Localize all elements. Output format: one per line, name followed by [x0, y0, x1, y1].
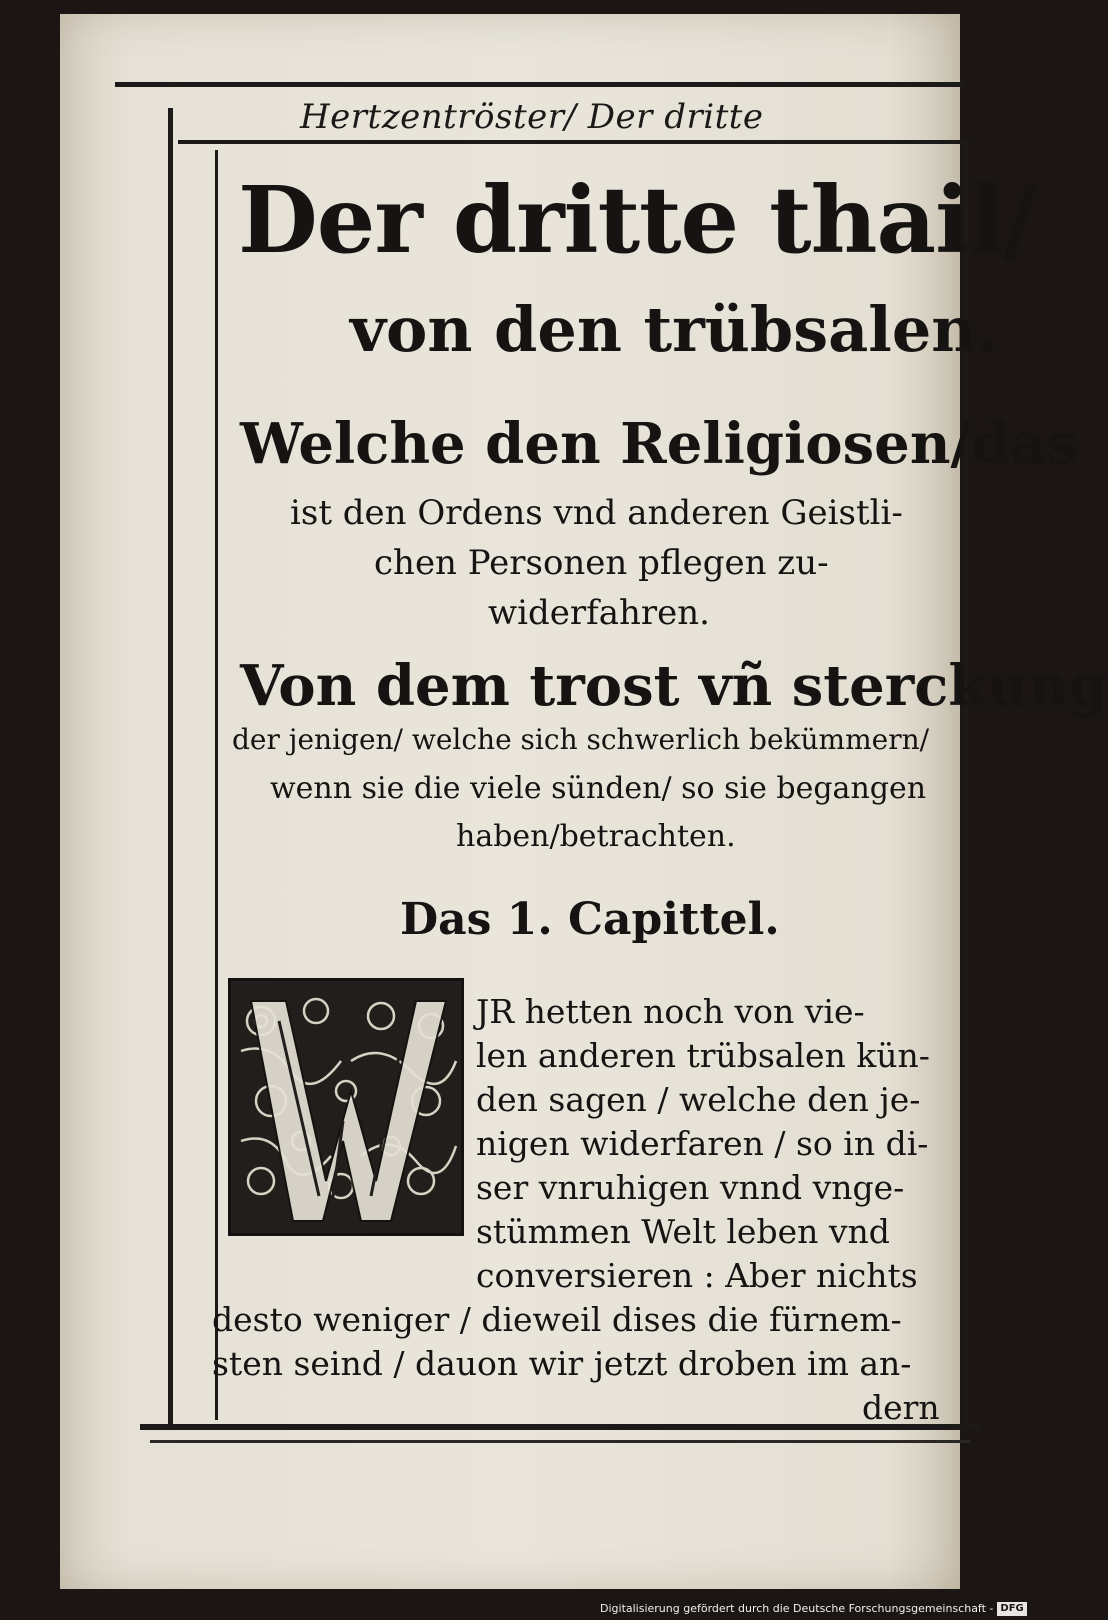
body-line: stümmen Welt leben vnd [476, 1212, 890, 1251]
initial-ornament-icon [231, 981, 461, 1233]
subtitle-line-4: widerfahren. [488, 593, 710, 633]
title-line-2: von den trübsalen. [350, 293, 998, 366]
subtitle2-line-4: haben/betrachten. [456, 819, 736, 854]
decorated-initial-w [228, 978, 464, 1236]
subtitle-line-3: chen Personen pflegen zu- [374, 543, 829, 583]
subtitle2-line-3: wenn sie die viele sünden/ so sie begangen [270, 771, 927, 806]
chapter-heading: Das 1. Capittel. [400, 894, 780, 945]
frame-bottom-rule [140, 1424, 980, 1430]
body-line: conversieren : Aber nichts [476, 1256, 918, 1295]
body-line: ser vnruhigen vnnd vnge- [476, 1168, 905, 1207]
body-line: desto weniger / dieweil dises die fürnem- [212, 1300, 902, 1339]
running-head: Hertzentröster/ Der dritte [300, 97, 764, 137]
body-line: JR hetten noch von vie- [476, 992, 865, 1031]
body-line: len anderen trübsalen kün- [476, 1036, 930, 1075]
title-line-1: Der dritte thail/ [238, 166, 1036, 274]
frame-inner-left-rule [215, 150, 218, 1420]
catchword: dern [862, 1388, 940, 1427]
body-line: den sagen / welche den je- [476, 1080, 921, 1119]
body-line: nigen widerfaren / so in di- [476, 1124, 929, 1163]
frame-left-rule [168, 108, 173, 1430]
subtitle2-line-2: der jenigen/ welche sich schwerlich bekümmern/ [232, 723, 930, 756]
frame-top-rule [115, 82, 965, 87]
dfg-logo-icon: DFG [997, 1602, 1026, 1616]
subtitle-line-2: ist den Ordens vnd anderen Geistli- [290, 493, 903, 533]
head-rule [178, 140, 970, 144]
frame-bottom-rule-secondary [150, 1440, 970, 1443]
subtitle2-line-1: Von dem trost vñ sterckung [240, 653, 1108, 719]
body-line: sten seind / dauon wir jetzt droben im an- [212, 1344, 912, 1383]
subtitle-line-1: Welche den Religiosen/das [240, 411, 1078, 477]
digitization-credit [600, 1600, 1024, 1618]
credit-text: Digitalisierung gefördert durch die Deutsche Forschungsgemeinschaft - [600, 1602, 994, 1615]
